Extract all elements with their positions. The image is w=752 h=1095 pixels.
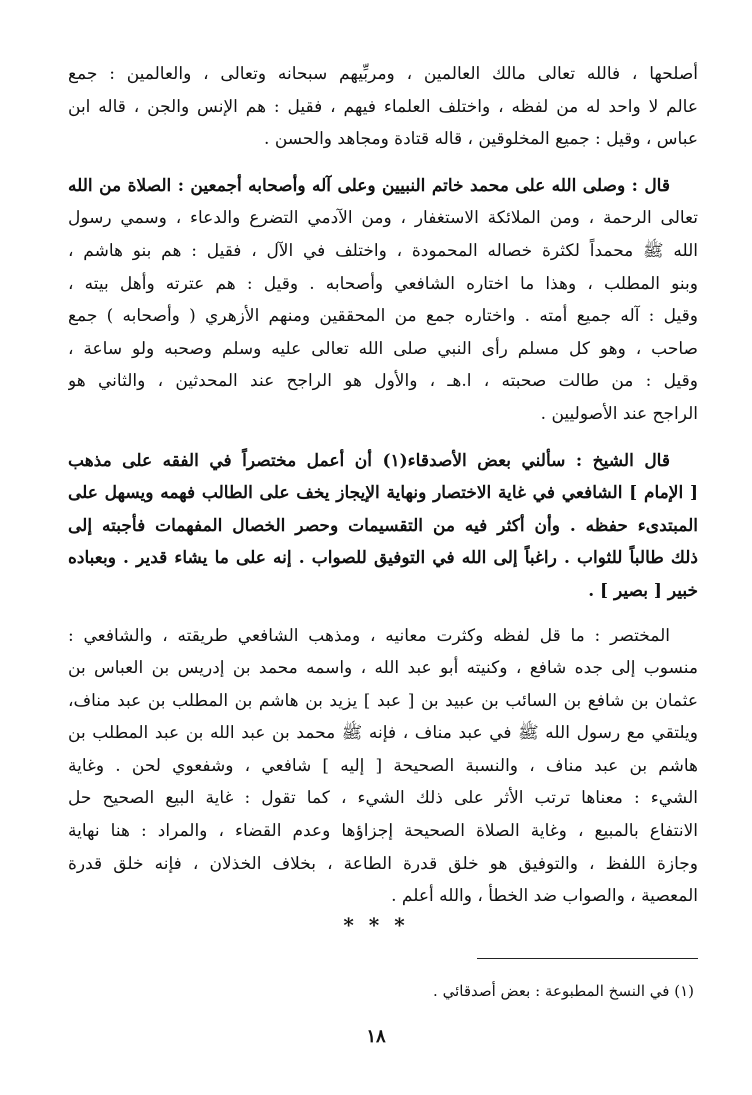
text-line: [ الإمام ] الشافعي في غاية الاختصار ونهاية الإيجاز يخف على الطالب فهمه ويسهل على — [68, 483, 698, 504]
text-line: عثمان بن شافع بن السائب بن عبيد بن [ عبد ] يزيد بن هاشم بن المطلب بن عبد مناف، — [68, 690, 698, 711]
main-text — [68, 58, 698, 913]
text-line: الله ﷺ محمداً لكثرة خصاله المحمودة ، واختلف في الآل ، فقيل : هم بنو هاشم ، — [68, 240, 698, 261]
text-line: هاشم بن عبد مناف ، والنسبة الصحيحة [ إليه ] شافعي ، وشفعوي لحن . وغاية — [68, 755, 698, 776]
text-line: ويلتقي مع رسول الله ﷺ في عبد مناف ، فإنه ﷺ محمد بن عبد الله بن عبد المطلب بن — [68, 723, 698, 744]
text-line: المبتدىء حفظه . وأن أكثر فيه من التقسيمات وحصر الخصال المفهمات فأجبته إلى — [68, 515, 698, 536]
paragraph-4 — [68, 620, 698, 913]
text-line: خبير [ بصير ] . — [588, 580, 698, 601]
paragraph-1 — [68, 58, 698, 156]
text-line: الشيء : معناها ترتب الأثر على ذلك الشيء ، كما تقول : غاية البيع الصحيح حل — [68, 788, 698, 809]
paragraph-2 — [68, 170, 698, 431]
page-number: ١٨ — [366, 1026, 386, 1047]
text-line: وقيل : من طالت صحبته ، ا.هـ ، والأول هو الراجح عند المحدثين ، والثاني هو — [68, 371, 698, 392]
text-line: عباس ، وقيل : جميع المخلوقين ، قاله قتادة ومجاهد والحسن . — [264, 129, 698, 150]
text-line: عالم لا واحد له من لفظه ، واختلف العلماء فيهم ، فقيل : هم الإنس والجن ، قاله ابن — [68, 96, 698, 117]
text-line: قال الشيخ : سألني بعض الأصدقاء(١) أن أعمل مختصراً في الفقه على مذهب — [68, 450, 670, 471]
section-separator: * * * — [343, 913, 409, 937]
footnote-divider — [477, 958, 698, 959]
text-line: ذلك طالباً للثواب . راغباً إلى الله في التوفيق للصواب . إنه على ما يشاء قدير . وبعباده — [68, 548, 698, 569]
text-line: أصلحها ، فالله تعالى مالك العالمين ، ومربِّيهم سبحانه وتعالى ، والعالمين : جمع — [68, 64, 698, 84]
text-line: صاحب ، وهو كل مسلم رأى النبي صلى الله تعالى عليه وسلم وصحبه ولو ساعة ، — [68, 338, 698, 359]
text-line: تعالى الرحمة ، ومن الملائكة الاستغفار ، ومن الآدمي التضرع والدعاء ، وسمي رسول — [68, 208, 698, 229]
text-line: منسوب إلى جده شافع ، وكنيته أبو عبد الله ، واسمه محمد بن إدريس بن العباس بن — [68, 658, 698, 679]
text-line: وبنو المطلب ، وهذا ما اختاره الشافعي وأصحابه . وقيل : هم عترته وأهل بيته ، — [68, 273, 698, 294]
text-line: الانتفاع بالمبيع ، وغاية الصلاة الصحيحة إجزاؤها وعدم القضاء ، والمراد : هنا نهاية — [68, 821, 698, 842]
paragraph-3 — [68, 445, 698, 608]
footnote: (١) في النسخ المطبوعة : بعض أصدقائي . — [433, 982, 694, 1000]
text-line: الراجح عند الأصوليين . — [540, 403, 698, 424]
text-line: وقيل : آله جميع أمته . واختاره جمع من المحققين ومنهم الأزهري ( وأصحابه ) جمع — [68, 306, 698, 327]
text-line: وجازة اللفظ ، والتوفيق هو خلق قدرة الطاعة ، بخلاف الخذلان ، فإنه خلق قدرة — [68, 853, 698, 874]
text-line: قال : وصلى الله على محمد خاتم النبيين وعلى آله وأصحابه أجمعين : الصلاة من الله — [68, 175, 670, 196]
text-line: المعصية ، والصواب ضد الخطأ ، والله أعلم . — [391, 886, 698, 907]
text-line: المختصر : ما قل لفظه وكثرت معانيه ، ومذهب الشافعي طريقته ، والشافعي : — [68, 625, 670, 646]
